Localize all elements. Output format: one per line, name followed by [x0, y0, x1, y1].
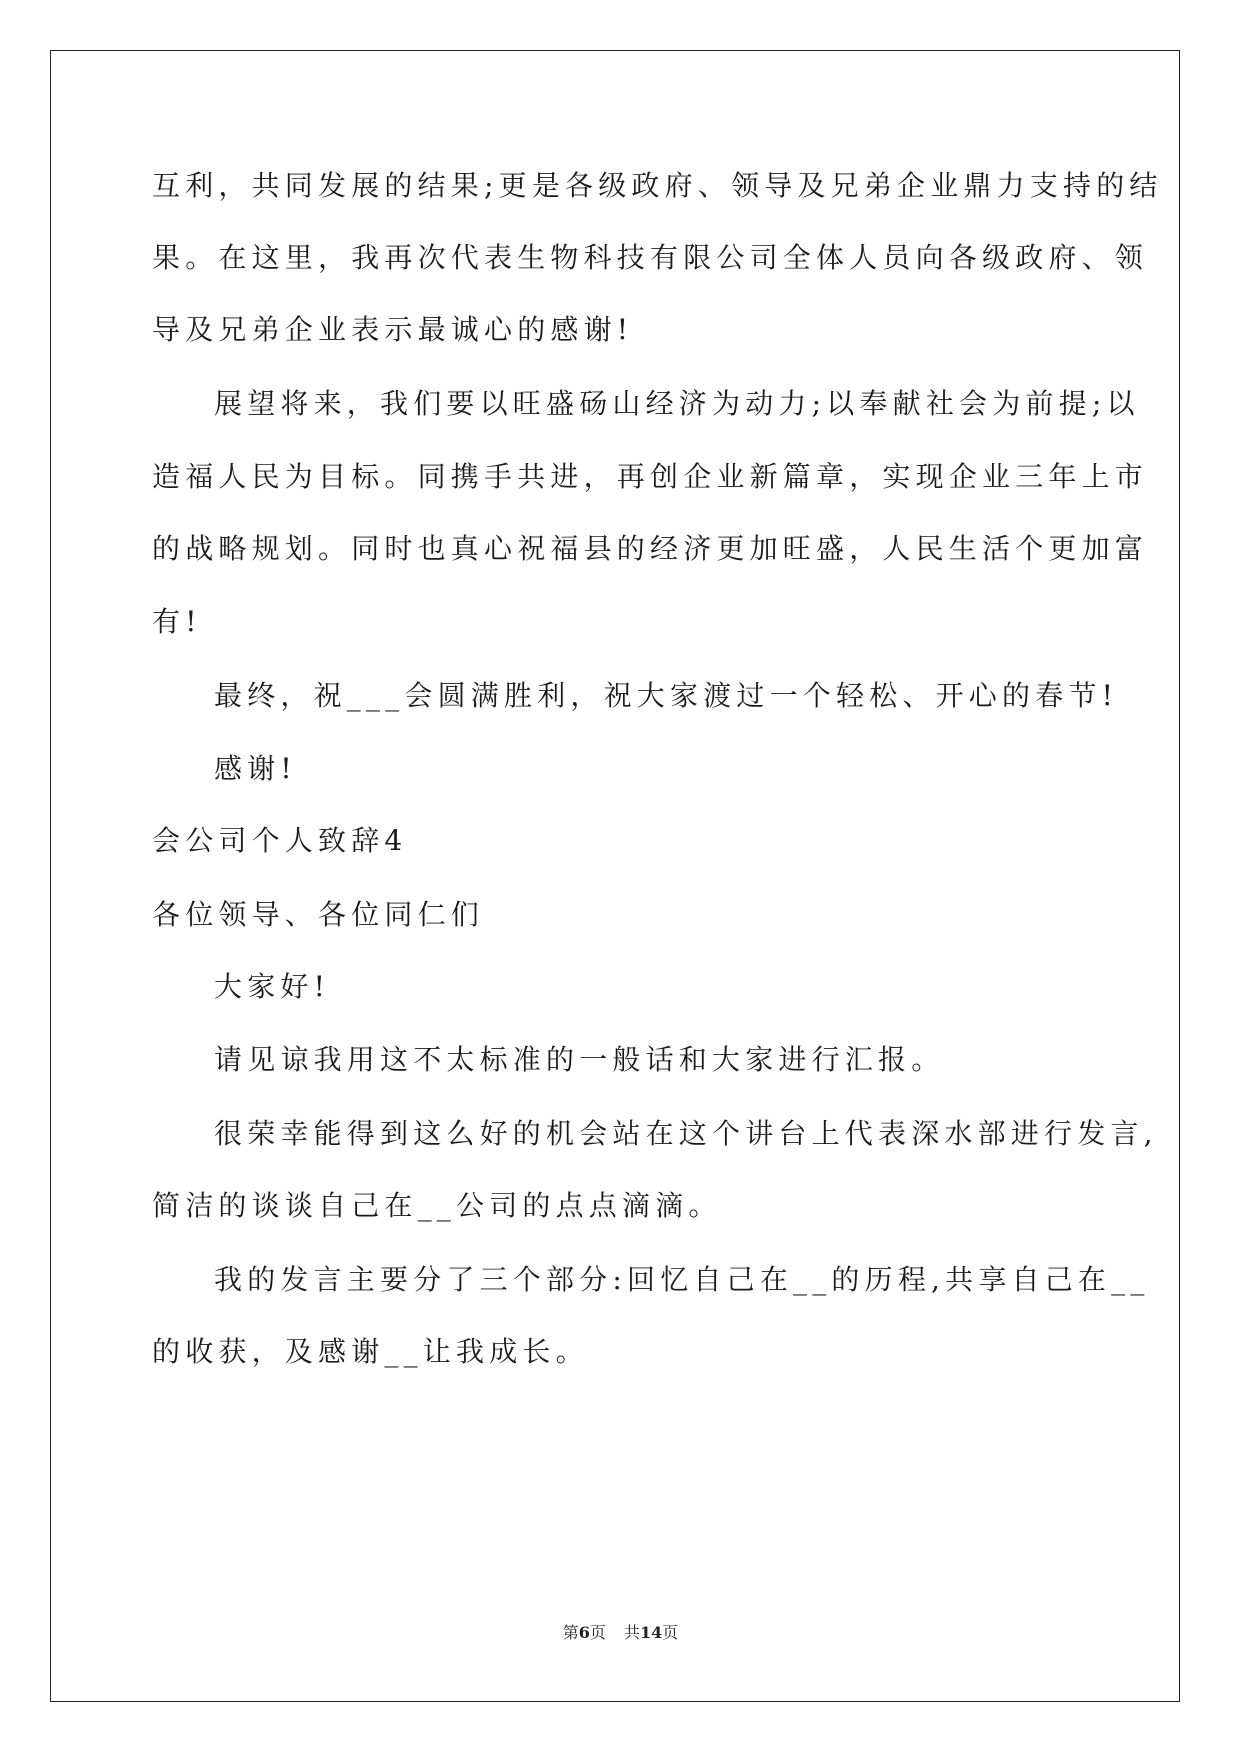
page-footer — [0, 1620, 1241, 1643]
total-suffix: 页 — [662, 1623, 679, 1642]
total-prefix: 共 — [623, 1623, 640, 1642]
text-line: 展望将来，我们要以旺盛砀山经济为动力;以奉献社会为前提;以 — [214, 387, 1140, 420]
greeting: 大家好! — [214, 970, 331, 1003]
text-line: 简洁的谈谈自己在__公司的点点滴滴。 — [152, 1189, 722, 1222]
text-line: 请见谅我用这不太标准的一般话和大家进行汇报。 — [214, 1043, 945, 1076]
text-line: 互利，共同发展的结果;更是各级政府、领导及兄弟企业鼎力支持的结 — [152, 169, 1163, 202]
text-line: 导及兄弟企业表示最诚心的感谢! — [152, 313, 634, 346]
text-line: 有! — [152, 605, 202, 638]
text-line: 很荣幸能得到这么好的机会站在这个讲台上代表深水部进行发言, — [214, 1117, 1158, 1150]
page-prefix: 第 — [562, 1623, 579, 1642]
section-heading: 会公司个人致辞4 — [152, 824, 408, 857]
page-border — [50, 50, 1180, 1702]
text-line: 的战略规划。同时也真心祝福县的经济更加旺盛，人民生活个更加富 — [152, 532, 1149, 565]
page-number: 6 — [578, 1623, 590, 1642]
total-pages-indicator — [624, 1623, 678, 1642]
page-suffix: 页 — [589, 1623, 606, 1642]
text-line: 果。在这里，我再次代表生物科技有限公司全体人员向各级政府、领 — [152, 241, 1149, 274]
page-indicator — [563, 1623, 606, 1642]
text-line: 最终，祝___会圆满胜利，祝大家渡过一个轻松、开心的春节! — [214, 679, 1119, 712]
text-line: 的收获，及感谢__让我成长。 — [152, 1335, 589, 1368]
total-pages: 14 — [639, 1623, 663, 1642]
salutation: 各位领导、各位同仁们 — [152, 898, 485, 931]
text-line: 我的发言主要分了三个部分:回忆自己在__的历程,共享自己在__ — [214, 1263, 1150, 1296]
text-line: 造福人民为目标。同携手共进，再创企业新篇章，实现企业三年上市 — [152, 460, 1149, 493]
text-line: 感谢! — [214, 752, 297, 785]
